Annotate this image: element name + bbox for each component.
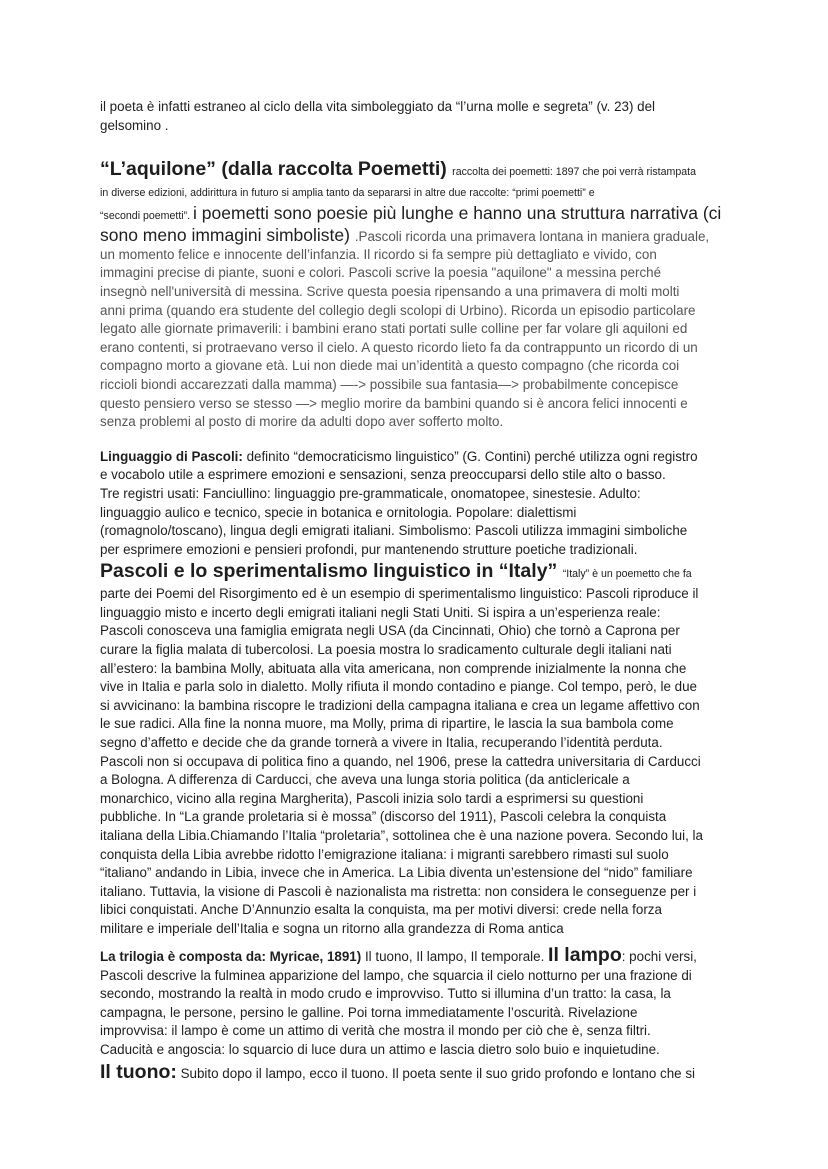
text-line [100, 697, 740, 716]
bold-label: La trilogia è composta da: Myricae, 1891) [100, 948, 362, 964]
text-line [100, 395, 740, 414]
body-text: parte dei Poemi del Risorgimento ed è un esempio di sperimentalismo linguistico: Pascoli riproduce il [100, 586, 699, 602]
body-text: Pascoli non si occupava di politica fino a quando, nel 1906, prese la cattedra universitaria di Carducci [100, 753, 701, 769]
text-line [100, 622, 740, 641]
text-line [100, 224, 740, 246]
text-line [100, 202, 740, 224]
text-line [100, 1041, 740, 1060]
body-text: questo pensiero verso se stesso —> meglio morire da bambini quando si è ancora felici innocenti e [100, 395, 688, 411]
body-text: a Bologna. A differenza di Carducci, che aveva una lunga storia politica (da anticlericale a [100, 772, 630, 788]
body-text: e vocabolo utile a esprimere emozioni e sensazioni, senza preoccuparsi dello stile alto o basso. [100, 467, 666, 483]
section-heading: Il tuono: [100, 1060, 177, 1083]
body-text: in diverse edizioni, addirittura in futuro si amplia tanto da separarsi in altre due raccolte: “primi poemetti” e [100, 187, 595, 200]
text-line [100, 771, 740, 790]
section-heading: Il lampo [548, 943, 622, 966]
body-text: vive in Italia e parla solo in dialetto. Molly rifiuta il mondo contadino e piange. Col tempo, però, le due [100, 679, 697, 695]
body-text: linguaggio misto e incerto degli emigrati italiani negli Stati Uniti. Si ispira a un’esperienza reale: [100, 604, 661, 620]
body-text: senza problemi al posto di morire da adulti dopo aver sofferto molto. [100, 414, 504, 430]
body-text: compagno morto a giovane età. Lui non diede mai un’identità a questo compagno (che ricorda coi [100, 358, 680, 374]
body-text: Il tuono, Il lampo, Il temporale. [361, 948, 549, 964]
paragraph [100, 943, 740, 1084]
text-line [100, 943, 740, 967]
text-line [100, 339, 740, 358]
paragraph [100, 157, 740, 432]
text-line [100, 641, 740, 660]
body-text: (romagnolo/toscano), lingua degli emigrati italiani. Simbolismo: Pascoli utilizza immagini simboliche [100, 523, 688, 539]
body-text: Tre registri usati: Fanciullino: linguaggio pre-grammaticale, onomatopee, sinestesie. Adulto: [100, 485, 641, 501]
body-text: legato alle giornate primaverili: i bambini erano stati portati sulle colline per far volare gli aquiloni ed [100, 321, 688, 337]
body-text: Subito dopo il lampo, ecco il tuono. Il poeta sente il suo grido profondo e lontano che si [176, 1065, 695, 1081]
body-text: militare e imperiale dell’Italia e sogna un ritorno alla grandezza di Roma antica [100, 920, 564, 936]
text-line [100, 448, 740, 467]
body-text: linguaggio aulico e tecnico, specie in botanica e ornitologia. Popolare: dialettismi [100, 504, 577, 520]
text-line [100, 264, 740, 283]
text-line [100, 827, 740, 846]
body-text: improvvisa: il lampo è come un attimo di verità che mostra il mondo per ciò che è, senza filtri. [100, 1023, 651, 1039]
body-text: all’estero: la bambina Molly, abituata alla vita americana, non comprende inizialmente la nonna che [100, 660, 687, 676]
text-line [100, 541, 740, 560]
text-line [100, 753, 740, 772]
paragraph [100, 448, 740, 939]
body-text: raccolta dei poemetti: 1897 che poi verrà ristampata [452, 166, 696, 179]
text-line [100, 302, 740, 321]
text-line [100, 504, 740, 523]
text-line [100, 283, 740, 302]
body-text: secondo, mostrando la realtà in modo crudo e improvviso. Tutto si illumina d’un tratto: la casa, la [100, 986, 671, 1002]
body-text: italiano. Tuttavia, la visione di Pascoli è nazionalista ma ristretta: non considera le conseguenze per i [100, 883, 697, 899]
text-line [100, 246, 740, 265]
text-line [100, 864, 740, 883]
body-text: sono meno immagini simboliste) [100, 224, 355, 245]
text-line [100, 485, 740, 504]
text-line [100, 522, 740, 541]
text-line [100, 157, 740, 181]
text-line [100, 985, 740, 1004]
text-line [100, 1022, 740, 1041]
section-heading: “L’aquilone” (dalla raccolta Poemetti) [100, 158, 453, 181]
text-line [100, 117, 740, 136]
body-text: italiana della Libia.Chiamando l’Italia “proletaria”, sottolinea che è una nazione povera. Secondo lui, la [100, 828, 703, 843]
text-line [100, 413, 740, 432]
bold-label: Linguaggio di Pascoli: [100, 448, 243, 464]
body-text: Pascoli conosceva una famiglia emigrata negli USA (da Cincinnati, Ohio) che tornò a Caprona per [100, 623, 680, 639]
body-text: curare la figlia malata di tubercolosi. La poesia mostra lo sradicamento culturale degli italiani nati [100, 642, 672, 658]
body-text: riccioli biondi accarezzati dalla mamma) —-> possibile sua fantasia—> probabilmente concepisce [100, 376, 679, 392]
body-text: “Italy” è un poemetto che fa [562, 568, 692, 581]
body-text: monarchico, vicino alla regina Margherita), Pascoli inizia solo tardi a esprimersi su questioni [100, 790, 644, 806]
text-line [100, 98, 740, 117]
body-text: erano contenti, si protraevano verso il cielo. A questo ricordo lieto fa da contrappunto un ricordo di un [100, 339, 698, 355]
text-line [100, 357, 740, 376]
text-line [100, 734, 740, 753]
body-text: segno d’affetto e decide che da grande tornerà a vivere in Italia, recuperando l’identità perduta. [100, 735, 663, 751]
body-text: anni prima (quando era studente del collegio degli scolopi di Urbino). Ricorda un episodio particolare [100, 302, 696, 318]
body-text: si avvicinano: la bambina riscopre le tradizioni della campagna italiana e crea un legame affettivo con [100, 697, 700, 713]
body-text: campagna, le persone, persino le galline. Poi torna immediatamente l’oscurità. Rivelazione [100, 1004, 638, 1020]
document-page [100, 98, 740, 1084]
text-line [100, 883, 740, 902]
text-line [100, 1004, 740, 1023]
body-text: pubbliche. In “La grande proletaria si è mossa” (discorso del 1911), Pascoli celebra la conquista [100, 809, 667, 825]
paragraph [100, 98, 740, 135]
body-text: conquista della Libia avrebbe ridotto l’emigrazione italiana: i migranti sarebbero rimasti sul suolo [100, 846, 669, 862]
text-line [100, 901, 740, 920]
body-text: Caducità e angoscia: lo squarcio di luce dura un attimo e lascia dietro solo buio e inquietudine. [100, 1041, 660, 1057]
text-line [100, 808, 740, 827]
text-line [100, 1060, 740, 1084]
text-line [100, 715, 740, 734]
text-line [100, 376, 740, 395]
text-line [100, 585, 740, 604]
body-text: definito “democraticismo linguistico” (G. Contini) perché utilizza ogni registro [242, 448, 698, 464]
text-line [100, 790, 740, 809]
body-text: Pascoli descrive la fulminea apparizione del lampo, che squarcia il cielo notturno per una frazione di [100, 967, 692, 983]
text-line [100, 604, 740, 623]
text-line [100, 559, 740, 583]
body-text: le sue radici. Alla fine la nonna muore, ma Molly, prima di ripartire, le lascia la sua bambola come [100, 716, 674, 732]
text-line [100, 967, 740, 986]
body-text: libici conquistati. Anche D’Annunzio esalta la conquista, ma per motivi diversi: crede nella forza [100, 902, 662, 918]
body-text: il poeta è infatti estraneo al ciclo della vita simboleggiato da “l’urna molle e segreta” (v. 23) del [100, 99, 656, 114]
body-text: per esprimere emozioni e pensieri profondi, pur mantenendo strutture poetiche tradizionali. [100, 541, 638, 557]
body-text: un momento felice e innocente dell’infanzia. Il ricordo si fa sempre più dettagliato e vivido, con [100, 246, 657, 262]
body-text: .Pascoli ricorda una primavera lontana in maniera graduale, [354, 228, 710, 244]
body-text: : pochi versi, [621, 948, 697, 964]
text-line [100, 320, 740, 339]
text-line [100, 678, 740, 697]
text-line [100, 660, 740, 679]
body-text: immagini precise di piante, suoni e colori. Pascoli scrive la poesia "aquilone" a messina perché [100, 265, 662, 281]
body-text: insegnò nell'università di messina. Scrive questa poesia ripensando a una primavera di molti molti [100, 283, 680, 299]
body-text: gelsomino . [100, 117, 169, 133]
section-heading: Pascoli e lo sperimentalismo linguistico in “Italy” [100, 560, 563, 583]
body-text: “secondi poemetti”. [100, 209, 194, 222]
body-text: i poemetti sono poesie più lunghe e hanno una struttura narrativa (ci [193, 202, 722, 223]
text-line [100, 920, 740, 939]
text-line [100, 846, 740, 865]
body-text: “italiano” andando in Libia, invece che in America. La Libia diventa un’estensione del “nido” familiare [100, 865, 693, 881]
text-line [100, 183, 740, 202]
text-line [100, 466, 740, 485]
